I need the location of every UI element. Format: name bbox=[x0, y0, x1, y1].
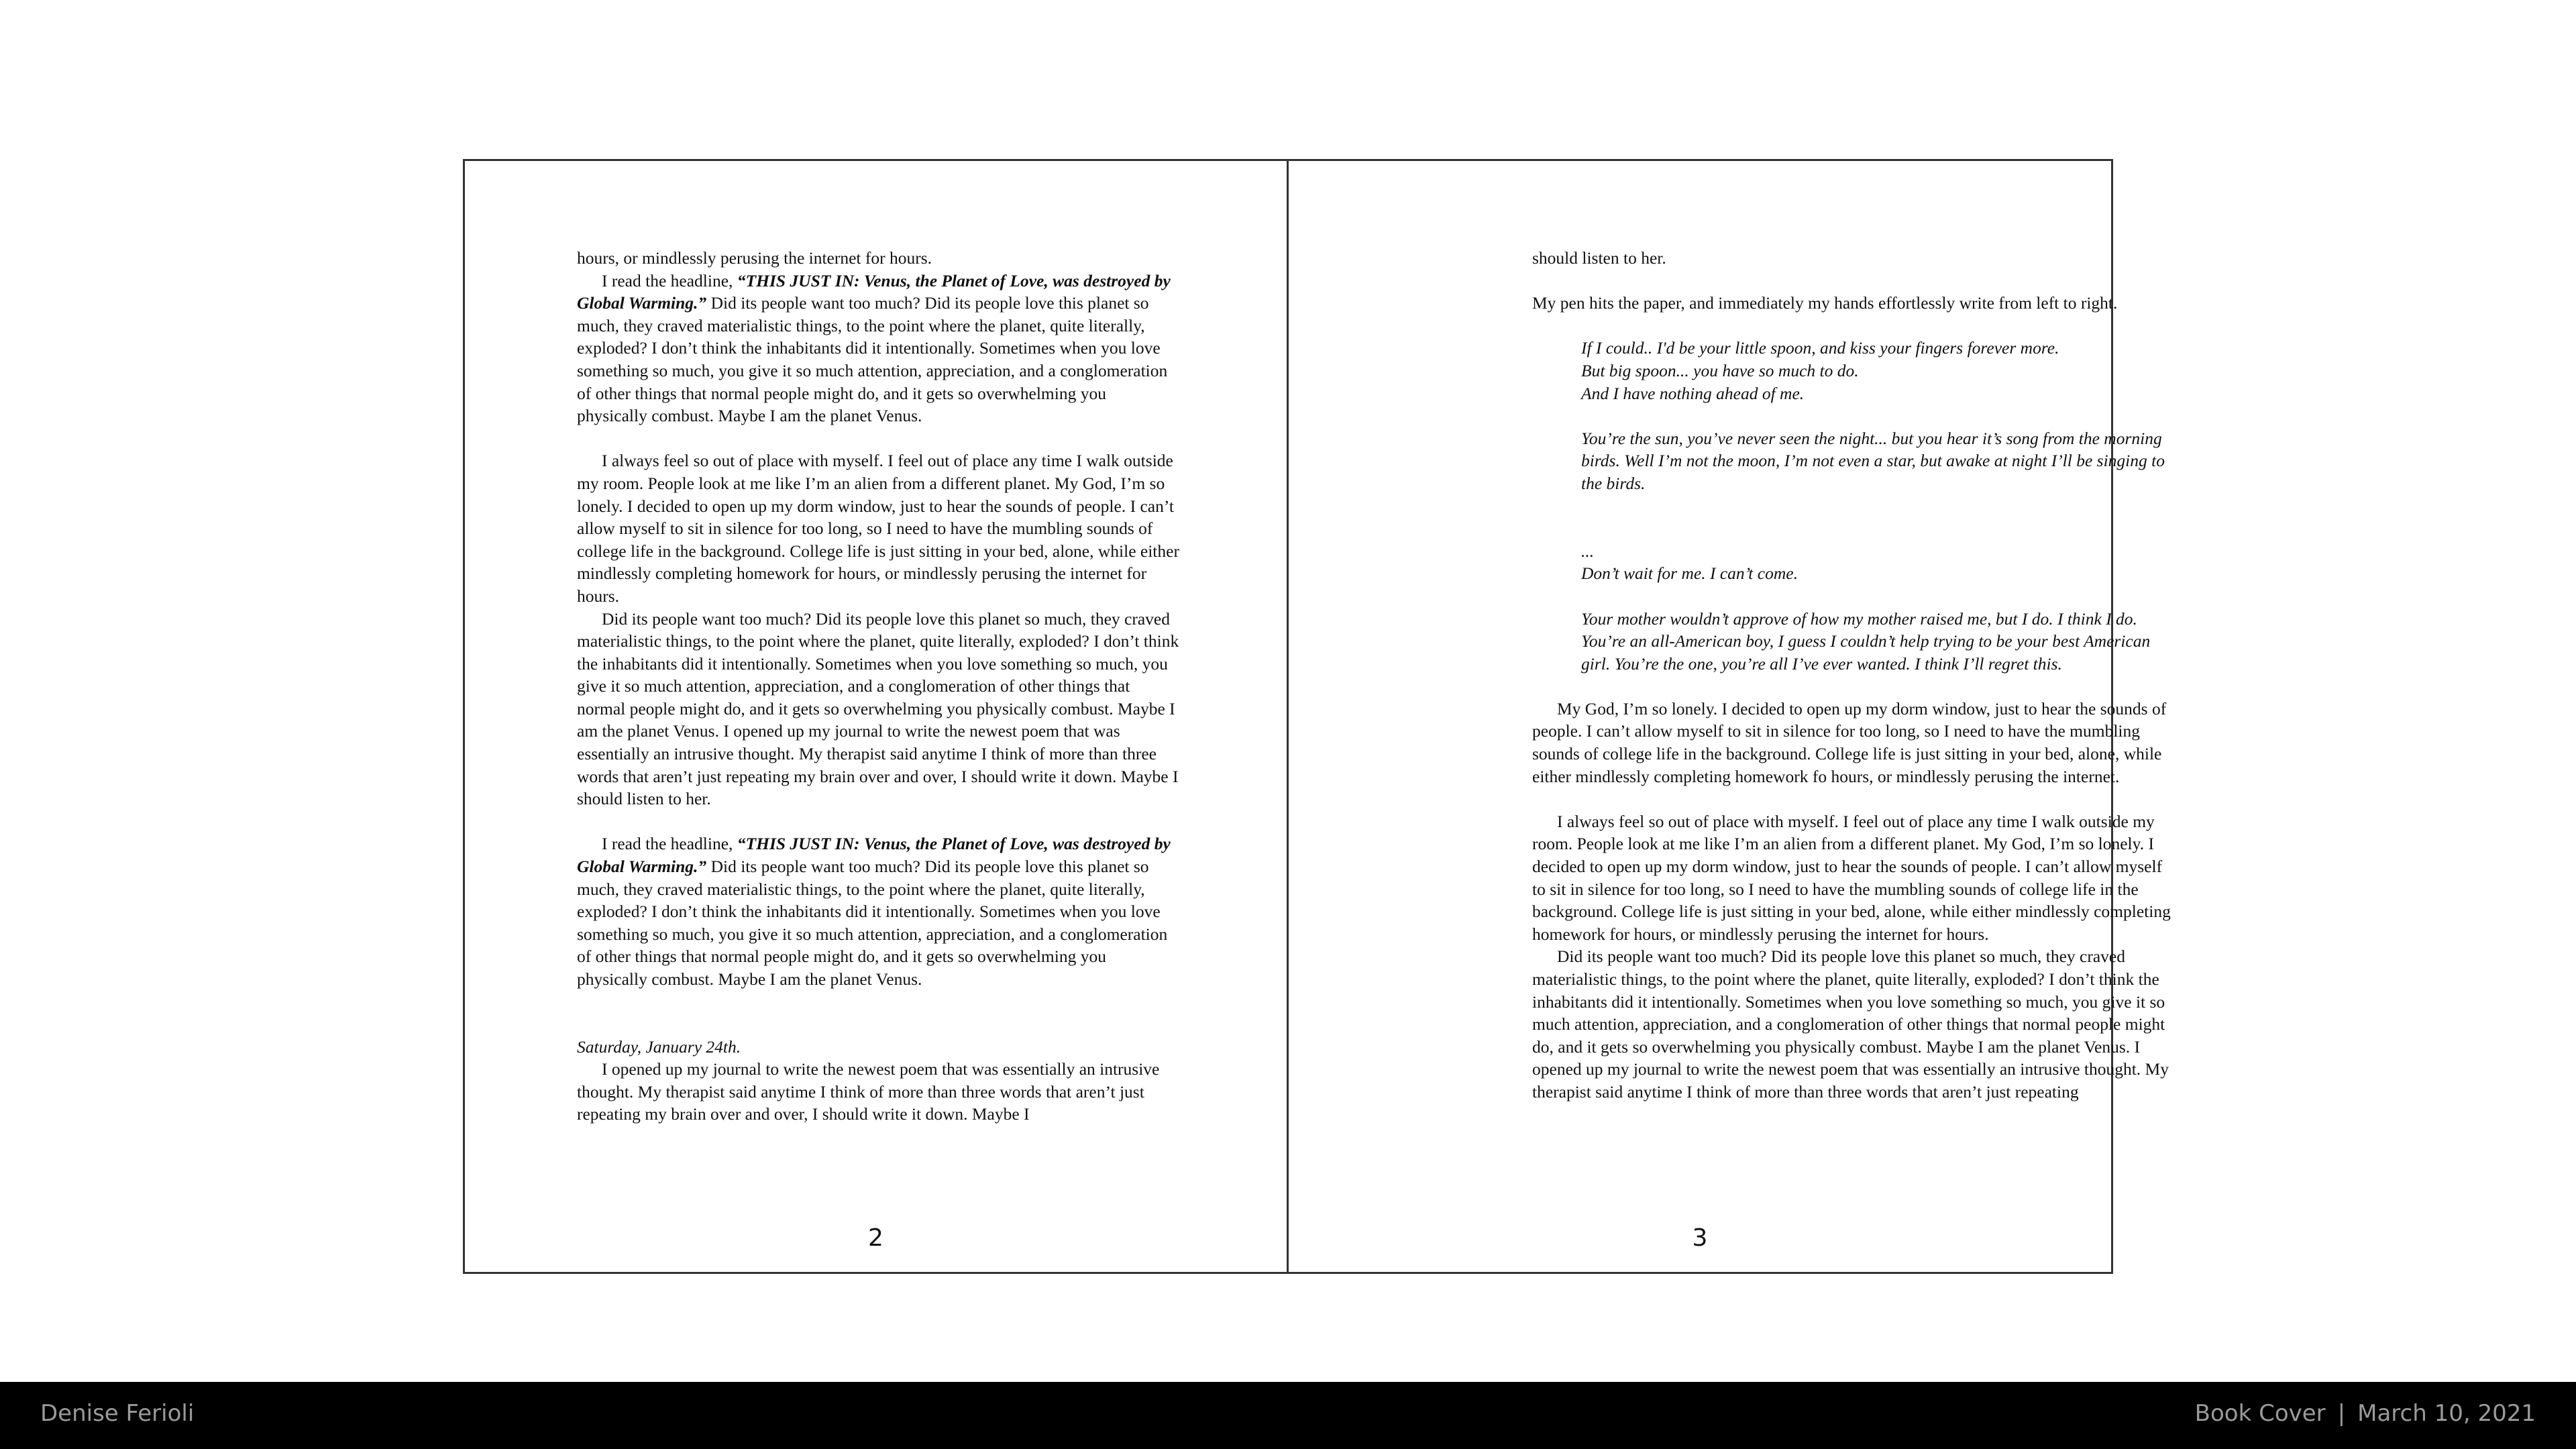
paragraph: should listen to her. bbox=[1532, 248, 1666, 268]
footer-bar bbox=[0, 1382, 2576, 1449]
footer-date: March 10, 2021 bbox=[2357, 1400, 2536, 1427]
paragraph: Did its people want too much? Did its people love this planet so much, they craved materialistic things, to the point where the planet, quite literally, exploded? I don’t think the inhabitants did it intentionally. Sometimes when you love something so much, you give it so much attention, appreciation, and a conglomeration of other things that normal people might do, and it gets so overwhelming you physically combust. Maybe I am the planet Venus. I opened up my journal to write the newest poem that was essentially an intrusive thought. My therapist said anytime I think of more than three words that aren’t just repeating bbox=[1532, 947, 2169, 1102]
paragraph: I always feel so out of place with myself. I feel out of place any time I walk outside my room. People look at me like I’m an alien from a different planet. My God, I’m so lonely. I decided to open up my dorm window, just to hear the sounds of people. I can’t allow myself to sit in silence for too long, so I need to have the mumbling sounds of college life in the background. College life is just sitting in your bed, alone, while either mindlessly completing homework for hours, or mindlessly perusing the internet for hours. bbox=[577, 451, 1179, 606]
page-number: 3 bbox=[1692, 1224, 1708, 1252]
headline: “THIS JUST IN: Venus, the Planet of Love, was destroyed by Global Warming.” bbox=[577, 270, 1171, 313]
poem-line: Don’t wait for me. I can’t come. bbox=[1581, 564, 1798, 584]
poem bbox=[1581, 337, 2176, 675]
paragraph-rest: Did its people want too much? Did its people love this planet so much, they craved materialistic things, to the point where the planet, quite literally, exploded? I don’t think the inhabitants did it intentionally. Sometimes when you love something so much, you give it so much attention, appreciation, and a conglomeration of other things that normal people might do, and it gets so overwhelming you physically combust. Maybe I am the planet Venus. bbox=[577, 857, 1168, 989]
headline: “THIS JUST IN: Venus, the Planet of Love, was destroyed by Global Warming.” bbox=[577, 834, 1171, 877]
paragraph bbox=[577, 270, 1181, 427]
paragraph: Did its people want too much? Did its people love this planet so much, they craved materialistic things, to the point where the planet, quite literally, exploded? I don’t think the inhabitants did it intentionally. Sometimes when you love something so much, you give it so much attention, appreciation, and a conglomeration of other things that normal people might do, and it gets so overwhelming you physically combust. Maybe I am the planet Venus. I opened up my journal to write the newest poem that was essentially an intrusive thought. My therapist said anytime I think of more than three words that aren’t just repeating my brain over and over, I should write it down. Maybe I should listen to her. bbox=[577, 608, 1179, 809]
paragraph-lead: I read the headline, bbox=[602, 270, 737, 290]
project-title: Book Cover bbox=[2194, 1400, 2326, 1427]
paragraph: My God, I’m so lonely. I decided to open up my dorm window, just to hear the sounds of people. I can’t allow myself to sit in silence for too long, so I need to have the mumbling sounds of college life in the background. College life is just sitting in your bed, alone, while either mindlessly completing homework fo hours, or mindlessly perusing the internet. bbox=[1532, 698, 2167, 786]
poem-line: If I could.. I'd be your little spoon, and kiss your fingers forever more. bbox=[1581, 338, 2059, 358]
right-page bbox=[1289, 161, 2171, 1272]
paragraph: I always feel so out of place with myself. I feel out of place any time I walk outside my room. People look at me like I’m an alien from a different planet. My God, I’m so lonely. I decided to open up my dorm window, just to hear the sounds of people. I can’t allow myself to sit in silence for too long, so I need to have the mumbling sounds of college life in the background. College life is just sitting in your bed, alone, while either mindlessly completing homework for hours, or mindlessly perusing the internet for hours. bbox=[1532, 811, 2171, 944]
left-page bbox=[465, 161, 1289, 1272]
poem-line: ... bbox=[1581, 541, 1595, 561]
left-page-text bbox=[577, 247, 1181, 1126]
book-spread bbox=[463, 159, 2171, 1274]
paragraph: I opened up my journal to write the newest poem that was essentially an intrusive thought. My therapist said anytime I think of more than three words that aren’t just repeating my brain over and over, I should write it down. Maybe I bbox=[577, 1059, 1160, 1124]
footer-meta bbox=[2195, 1400, 2536, 1427]
journal-date: Saturday, January 24th. bbox=[577, 1036, 741, 1057]
paragraph: hours, or mindlessly perusing the internet for hours. bbox=[577, 248, 932, 268]
separator: | bbox=[2337, 1400, 2346, 1427]
poem-line: But big spoon... you have so much to do. bbox=[1581, 360, 1859, 380]
right-page-text bbox=[1532, 247, 2176, 1104]
paragraph-rest: Did its people want too much? Did its people love this planet so much, they craved materialistic things, to the point where the planet, quite literally, exploded? I don’t think the inhabitants did it intentionally. Sometimes when you love something so much, you give it so much attention, appreciation, and a conglomeration of other things that normal people might do, and it gets so overwhelming you physically combust. Maybe I am the planet Venus. bbox=[577, 293, 1168, 426]
paragraph: My pen hits the paper, and immediately my hands effortlessly write from left to right. bbox=[1532, 293, 2118, 313]
poem-stanza: You’re the sun, you’ve never seen the night... but you hear it’s song from the morning birds. Well I’m not the moon, I’m not even a star, but awake at night I’ll be singing to the birds. bbox=[1581, 428, 2165, 493]
paragraph bbox=[577, 833, 1181, 990]
author-name: Denise Ferioli bbox=[40, 1400, 195, 1427]
poem-stanza: Your mother wouldn’t approve of how my mother raised me, but I do. I think I do. You’re an all-American boy, I guess I couldn’t help trying to be your best American girl. You’re the one, you’re all I’ve ever wanted. I think I’ll regret this. bbox=[1581, 608, 2151, 674]
poem-line: And I have nothing ahead of me. bbox=[1581, 383, 1805, 403]
page-number: 2 bbox=[868, 1224, 883, 1252]
paragraph-lead: I read the headline, bbox=[602, 834, 737, 854]
